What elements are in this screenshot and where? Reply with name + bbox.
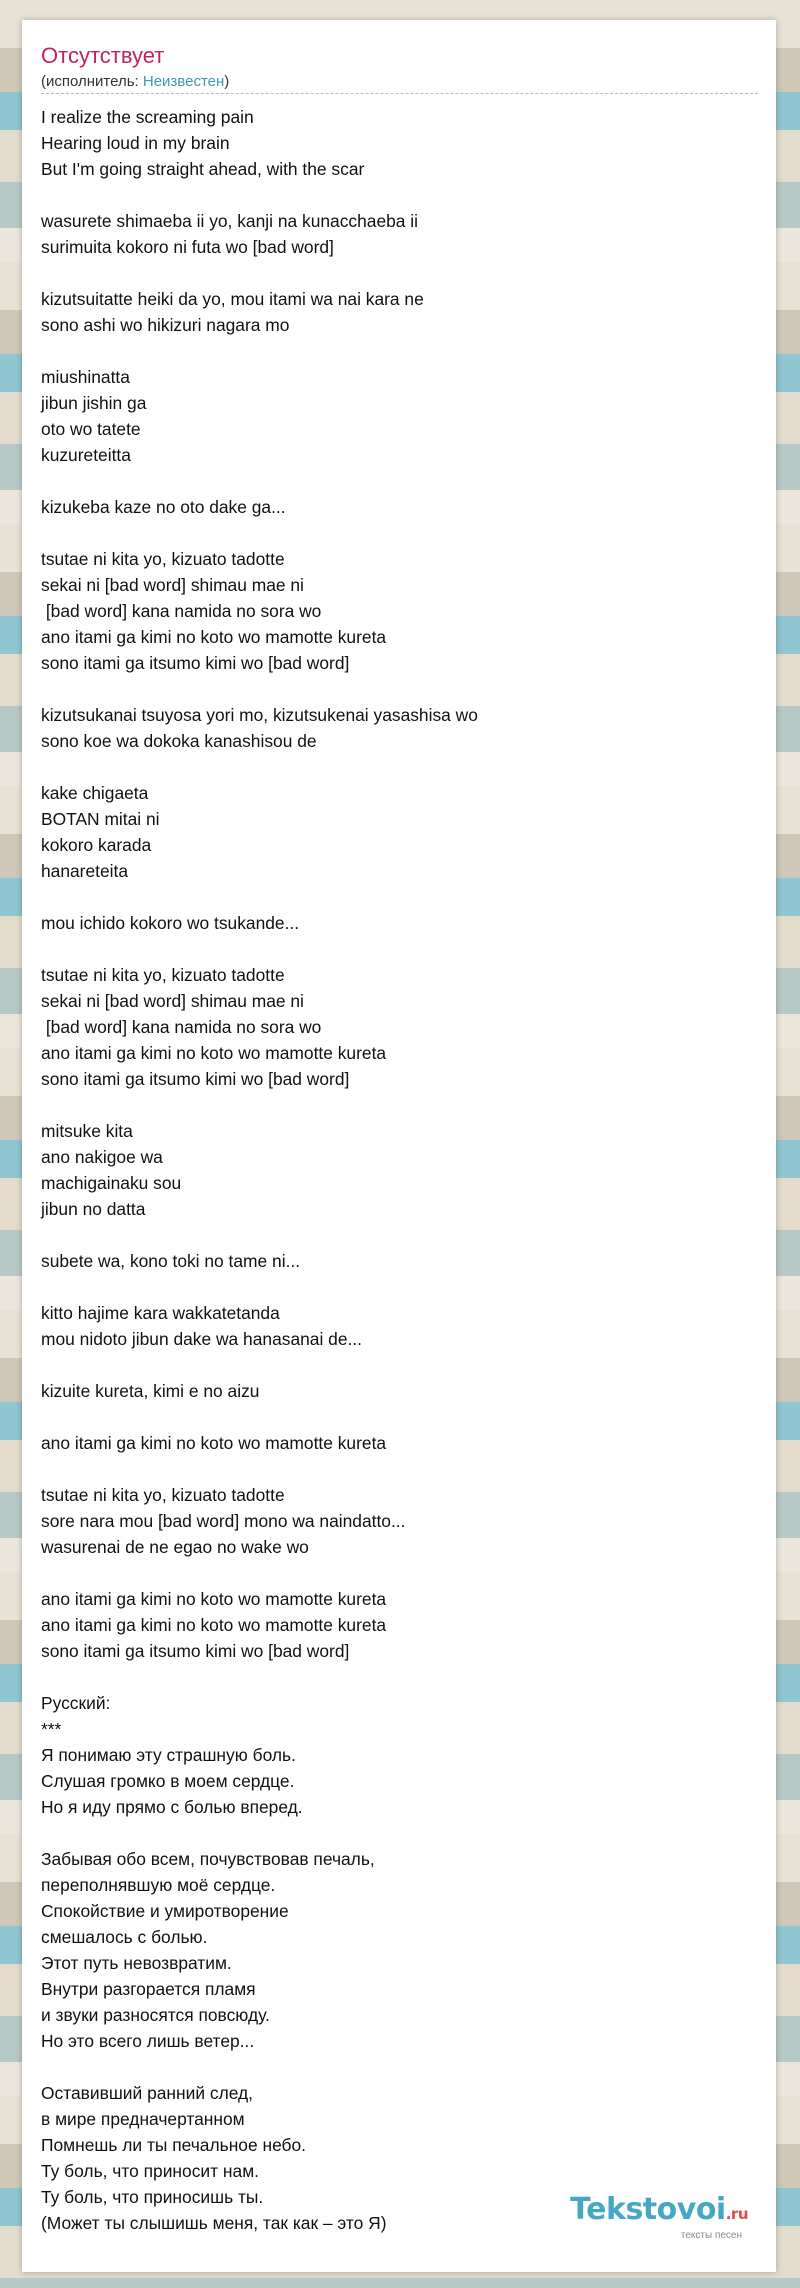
lyric-line: wasurenai de ne egao no wake wo bbox=[41, 1537, 309, 1557]
artist-suffix: ) bbox=[224, 73, 230, 90]
lyric-line: kitto hajime kara wakkatetanda bbox=[41, 1303, 280, 1323]
logo-tagline: тексты песен bbox=[680, 2230, 742, 2241]
logo-wordmark bbox=[570, 2194, 748, 2230]
lyric-line: tsutae ni kita yo, kizuato tadotte bbox=[41, 1485, 285, 1505]
stanza-break bbox=[41, 1222, 741, 1248]
lyric-line: ano itami ga kimi no koto wo mamotte kureta bbox=[41, 1615, 387, 1635]
stanza-break bbox=[41, 182, 741, 208]
lyric-line: Забывая обо всем, почувствовав печаль, bbox=[41, 1849, 375, 1869]
lyric-line: tsutae ni kita yo, kizuato tadotte bbox=[41, 549, 285, 569]
lyric-line: Hearing loud in my brain bbox=[41, 133, 230, 153]
lyric-line: tsutae ni kita yo, kizuato tadotte bbox=[41, 965, 285, 985]
lyric-line: I realize the screaming pain bbox=[41, 107, 254, 127]
lyric-line: ano nakigoe wa bbox=[41, 1147, 163, 1167]
stanza-break bbox=[41, 338, 741, 364]
stanza-break bbox=[41, 936, 741, 962]
lyric-line: subete wa, kono toki no tame ni... bbox=[41, 1251, 301, 1271]
artist-link[interactable]: Неизвестен bbox=[142, 73, 225, 90]
lyric-line: sore nara mou [bad word] mono wa naindatto... bbox=[41, 1511, 406, 1531]
lyric-line: sono ashi wo hikizuri nagara mo bbox=[41, 315, 290, 335]
lyric-line: mou ichido kokoro wo tsukande... bbox=[41, 913, 300, 933]
lyric-line: переполнявшую моё сердце. bbox=[41, 1875, 276, 1895]
site-logo[interactable] bbox=[570, 2194, 748, 2242]
stanza-break bbox=[41, 1456, 741, 1482]
lyric-line: ano itami ga kimi no koto wo mamotte kureta bbox=[41, 1589, 387, 1609]
lyric-line: kizuite kureta, kimi e no aizu bbox=[41, 1381, 260, 1401]
lyric-line: Этот путь невозвратим. bbox=[41, 1953, 232, 1973]
lyric-line: machigainaku sou bbox=[41, 1173, 182, 1193]
artist-line bbox=[41, 72, 229, 92]
lyric-line: Но я иду прямо с болью вперед. bbox=[41, 1797, 303, 1817]
lyric-line: sono itami ga itsumo kimi wo [bad word] bbox=[41, 653, 350, 673]
stanza-break bbox=[41, 884, 741, 910]
lyric-line: kokoro karada bbox=[41, 835, 152, 855]
lyric-line: miushinatta bbox=[41, 367, 130, 387]
lyric-line: sekai ni [bad word] shimau mae ni bbox=[41, 575, 304, 595]
lyric-line: [bad word] kana namida no sora wo bbox=[41, 1017, 322, 1037]
lyric-line: kizukeba kaze no oto dake ga... bbox=[41, 497, 286, 517]
stanza-break bbox=[41, 676, 741, 702]
lyric-line: BOTAN mitai ni bbox=[41, 809, 160, 829]
lyric-line: Русский: bbox=[41, 1693, 111, 1713]
lyric-line: Оставивший ранний след, bbox=[41, 2083, 253, 2103]
lyrics-text bbox=[41, 104, 741, 2236]
lyric-line: в мире предначертанном bbox=[41, 2109, 245, 2129]
lyric-line: смешалось с болью. bbox=[41, 1927, 208, 1947]
lyric-line: *** bbox=[41, 1719, 62, 1739]
lyric-line: Ту боль, что приносишь ты. bbox=[41, 2187, 264, 2207]
lyric-line: Внутри разгорается пламя bbox=[41, 1979, 256, 1999]
lyric-line: sono koe wa dokoka kanashisou de bbox=[41, 731, 317, 751]
lyric-line: surimuita kokoro ni futa wo [bad word] bbox=[41, 237, 334, 257]
lyric-line: Спокойствие и умиротворение bbox=[41, 1901, 289, 1921]
lyric-line: Я понимаю эту страшную боль. bbox=[41, 1745, 296, 1765]
stanza-break bbox=[41, 520, 741, 546]
lyric-line: kake chigaeta bbox=[41, 783, 149, 803]
lyric-line: sekai ni [bad word] shimau mae ni bbox=[41, 991, 304, 1011]
lyric-line: sono itami ga itsumo kimi wo [bad word] bbox=[41, 1641, 350, 1661]
stanza-break bbox=[41, 1664, 741, 1690]
logo-name: Tekstovoi bbox=[570, 2192, 726, 2227]
stanza-break bbox=[41, 1820, 741, 1846]
lyric-line: kizutsuitatte heiki da yo, mou itami wa nai kara ne bbox=[41, 289, 424, 309]
stanza-break bbox=[41, 754, 741, 780]
lyric-line: kuzureteitta bbox=[41, 445, 131, 465]
stanza-break bbox=[41, 2054, 741, 2080]
lyrics-card bbox=[22, 20, 776, 2272]
stanza-break bbox=[41, 1092, 741, 1118]
lyric-line: kizutsukanai tsuyosa yori mo, kizutsukenai yasashisa wo bbox=[41, 705, 478, 725]
lyric-line: But I'm going straight ahead, with the scar bbox=[41, 159, 365, 179]
lyric-line: hanareteita bbox=[41, 861, 129, 881]
lyric-line: jibun jishin ga bbox=[41, 393, 147, 413]
divider bbox=[41, 93, 758, 94]
lyric-line: ano itami ga kimi no koto wo mamotte kureta bbox=[41, 1043, 387, 1063]
lyric-line: sono itami ga itsumo kimi wo [bad word] bbox=[41, 1069, 350, 1089]
stanza-break bbox=[41, 468, 741, 494]
stanza-break bbox=[41, 1404, 741, 1430]
lyric-line: Но это всего лишь ветер... bbox=[41, 2031, 255, 2051]
lyric-line: mou nidoto jibun dake wa hanasanai de... bbox=[41, 1329, 362, 1349]
lyric-line: (Может ты слышишь меня, так как – это Я) bbox=[41, 2213, 387, 2233]
stanza-break bbox=[41, 1274, 741, 1300]
stanza-break bbox=[41, 1560, 741, 1586]
lyric-line: и звуки разносятся повсюду. bbox=[41, 2005, 270, 2025]
lyric-line: Ту боль, что приносит нам. bbox=[41, 2161, 259, 2181]
lyric-line: wasurete shimaeba ii yo, kanji na kunacchaeba ii bbox=[41, 211, 419, 231]
logo-tld: .ru bbox=[725, 2205, 748, 2223]
lyric-line: Слушая громко в моем сердце. bbox=[41, 1771, 295, 1791]
lyric-line: Помнешь ли ты печальное небо. bbox=[41, 2135, 307, 2155]
lyric-line: [bad word] kana namida no sora wo bbox=[41, 601, 322, 621]
stanza-break bbox=[41, 260, 741, 286]
lyric-line: jibun no datta bbox=[41, 1199, 146, 1219]
song-title: Отсутствует bbox=[41, 43, 165, 68]
stanza-break bbox=[41, 1352, 741, 1378]
lyric-line: ano itami ga kimi no koto wo mamotte kureta bbox=[41, 1433, 387, 1453]
lyric-line: ano itami ga kimi no koto wo mamotte kureta bbox=[41, 627, 387, 647]
artist-prefix: (исполнитель: bbox=[41, 73, 143, 90]
lyric-line: oto wo tatete bbox=[41, 419, 141, 439]
lyric-line: mitsuke kita bbox=[41, 1121, 133, 1141]
